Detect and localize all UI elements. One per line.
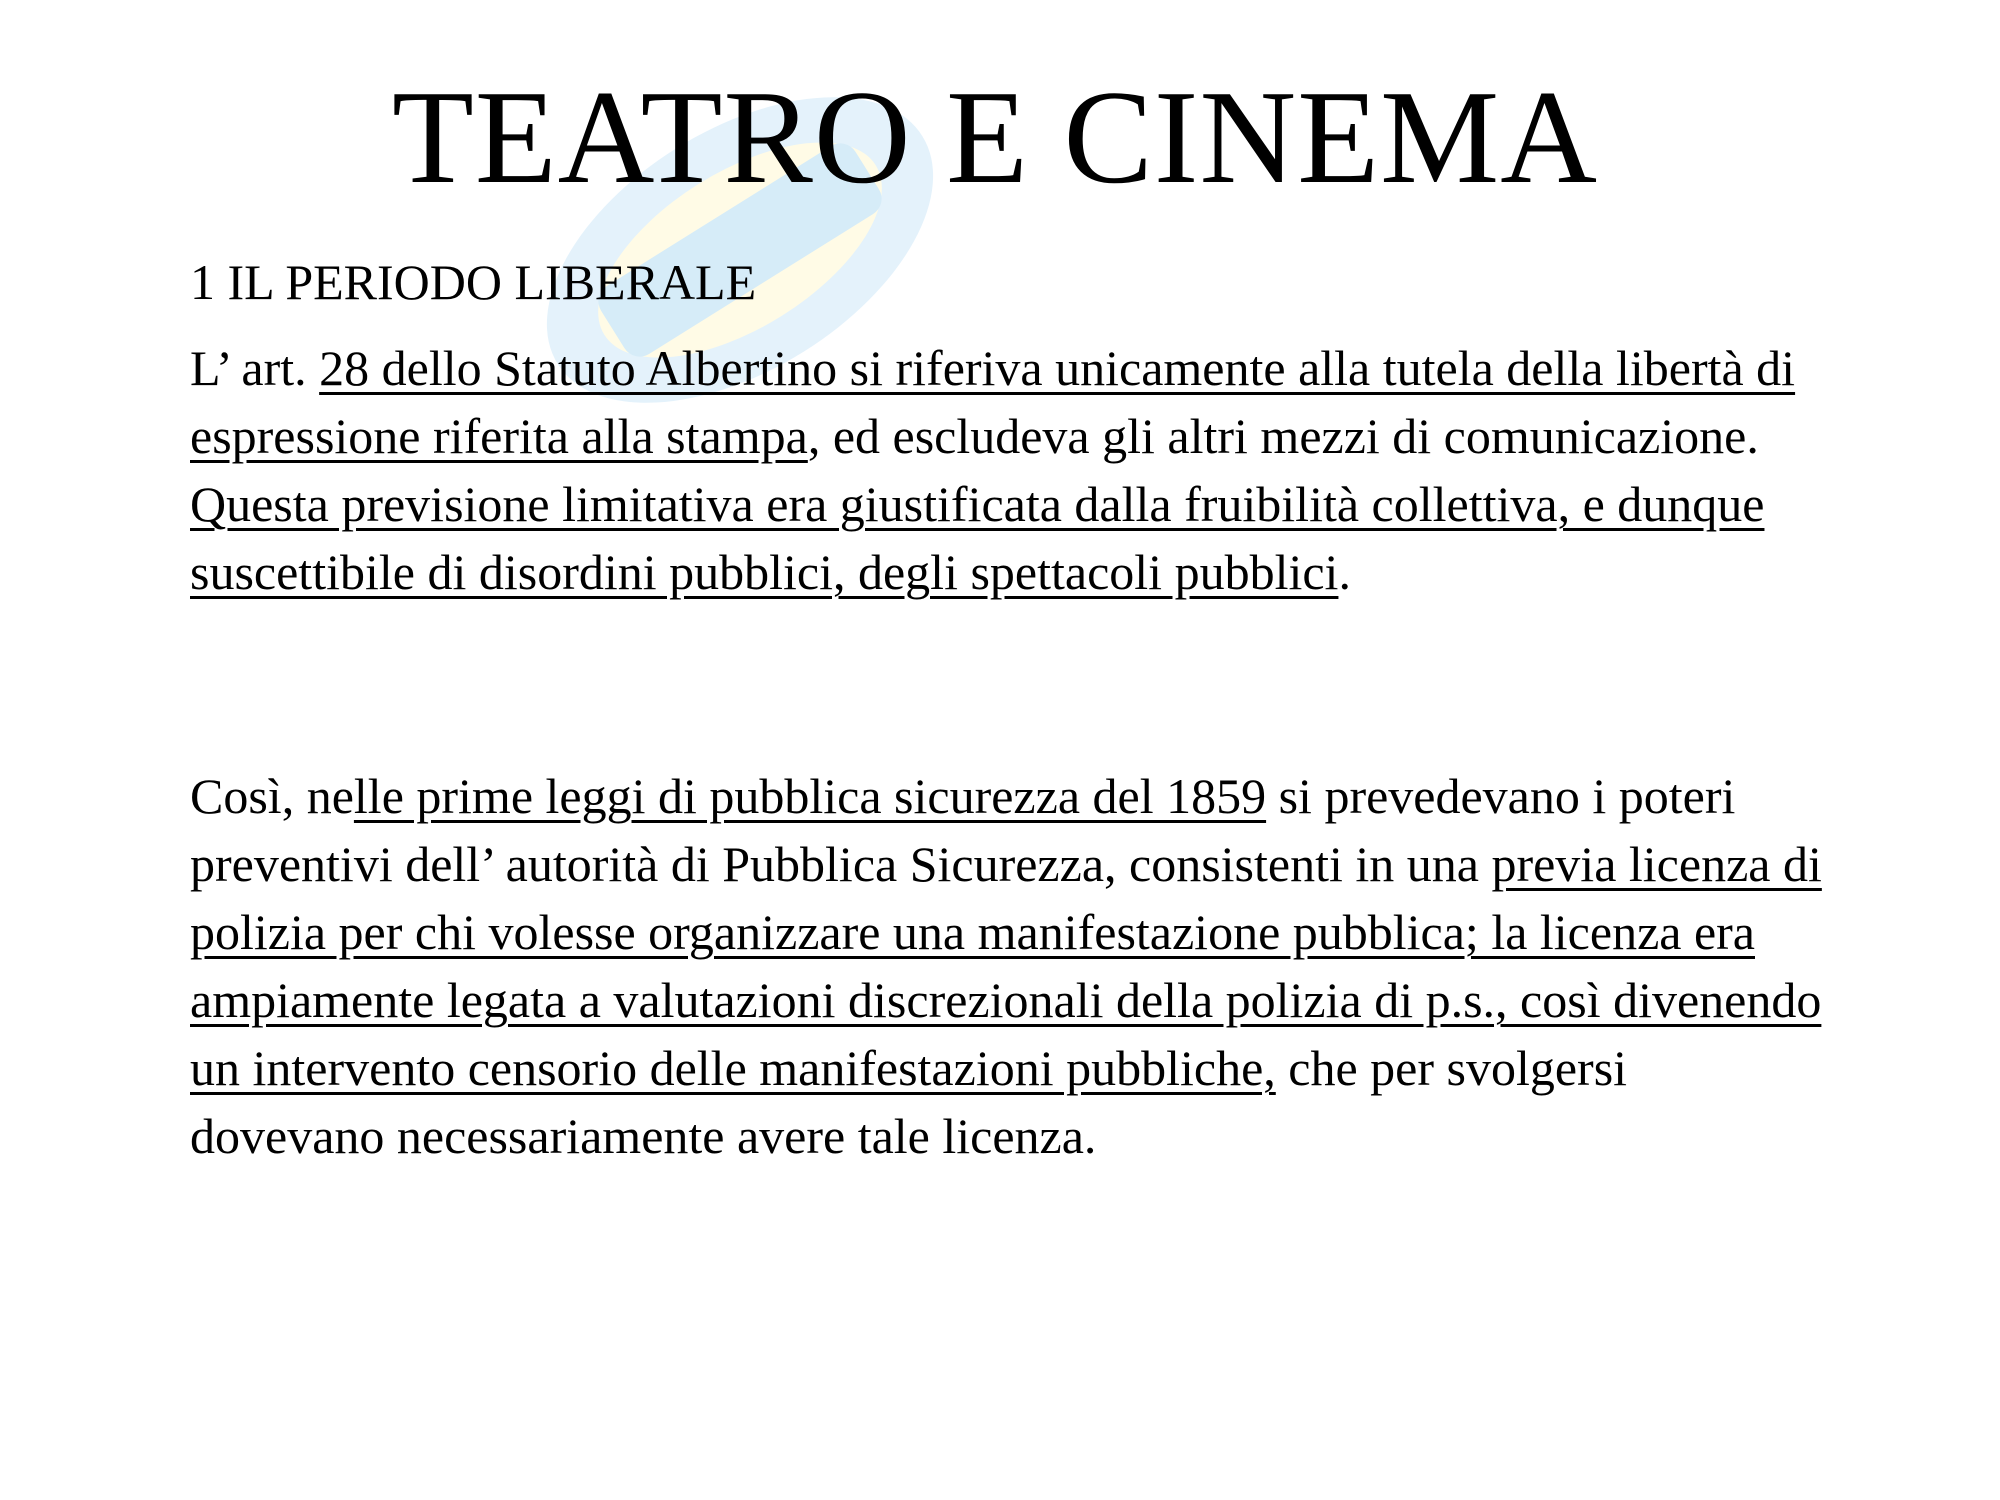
paragraph2-underlined-1: lle prime leggi di pubblica sicurezza del 1859: [353, 768, 1267, 824]
section-heading: 1 IL PERIODO LIBERALE: [190, 254, 757, 310]
paragraph1-underlined-2: Questa previsione limitativa era giustificata dalla fruibilità collettiva, e dunque suscettibile di disordini pubblici, degli spettacoli pubblici: [190, 476, 1765, 600]
paragraph2-text-1: Così, ne: [190, 768, 354, 824]
paragraph2-text-2: si prevedevano i poteri preventivi dell’ autorità di Pubblica Sicurezza, consistenti in una: [190, 768, 1736, 892]
slide-title: TEATRO E CINEMA: [391, 63, 1599, 211]
paragraph1-text-3: .: [1338, 544, 1351, 600]
paragraph1-underlined-1: 28 dello Statuto Albertino si riferiva unicamente alla tutela della libertà di espressione riferita alla stampa: [190, 340, 1796, 464]
paragraph1-text-2: , ed escludeva gli altri mezzi di comunicazione.: [807, 408, 1759, 464]
paragraph-statuto: [190, 334, 1830, 606]
paragraph1-text-1: L’ art.: [190, 340, 320, 396]
paragraph2-underlined-2: previa licenza di polizia per chi volesse organizzare una manifestazione pubblica; la licenza era ampiamente legata a valutazioni discrezionali della polizia di p.s., così divenendo un intervento censorio delle manifestazioni pubbliche,: [190, 836, 1822, 1096]
paragraph2-text-3: che per svolgersi dovevano necessariamente avere tale licenza.: [190, 1040, 1628, 1164]
paragraph-pubblica-sicurezza: [190, 762, 1830, 1170]
